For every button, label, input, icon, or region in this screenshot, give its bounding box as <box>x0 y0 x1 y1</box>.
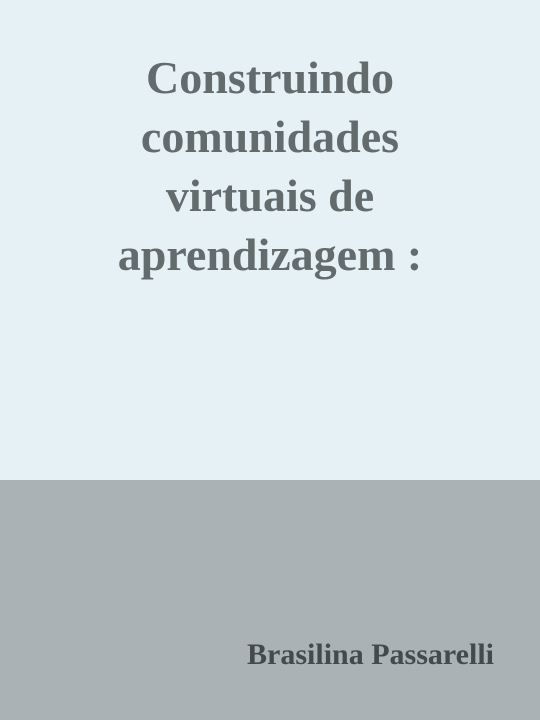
book-title <box>20 48 520 284</box>
book-title-line: aprendizagem : <box>117 229 423 280</box>
book-title-line: virtuais de <box>165 170 375 221</box>
cover-bottom-panel <box>0 480 540 720</box>
book-title-line: comunidades <box>140 111 400 162</box>
book-author: Brasilina Passarelli <box>247 638 494 671</box>
book-title-line: Construindo <box>146 52 394 103</box>
